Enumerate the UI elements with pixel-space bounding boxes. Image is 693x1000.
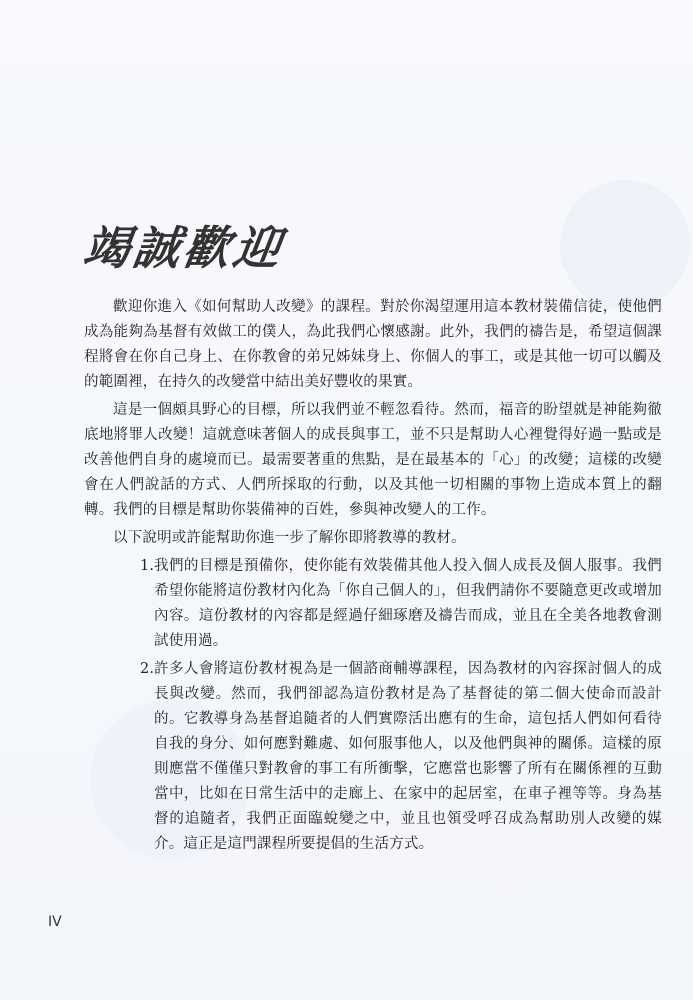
page-number: IV xyxy=(48,914,62,930)
list-item xyxy=(84,554,662,654)
paragraph: 這是一個頗具野心的目標，所以我們並不輕忽看待。然而，福音的盼望就是神能夠徹底地將罪人改變！這就意味著個人的成長與事工，並不只是幫助人心裡覺得好過一點或是改善他們自身的處境而已。最需要著重的焦點，是在最基本的「心」的改變；這樣的改變會在人們說話的方式、人們所採取的行動，以及其他一切相關的事物上造成本質上的翻轉。我們的目標是幫助你裝備神的百姓，參與神改變人的工作。 xyxy=(84,402,662,518)
body-text xyxy=(84,295,662,860)
list-number: 1. xyxy=(140,558,155,574)
paragraph: 歡迎你進入《如何幫助人改變》的課程。對於你渴望運用這本教材裝備信徒，使他們成為能夠為基督有效做工的僕人，為此我們心懷感謝。此外，我們的禱告是，希望這個課程將會在你自己身上、在你教會的弟兄姊妹身上、你個人的事工，或是其他一切可以觸及的範圍裡，在持久的改變當中結出美好豐收的果實。 xyxy=(84,299,662,390)
list-number: 2. xyxy=(140,661,155,677)
paragraph: 以下說明或許能幫助你進一步了解你即將教導的教材。 xyxy=(113,530,466,546)
numbered-list xyxy=(84,554,662,857)
background-watermark xyxy=(560,180,690,310)
list-text: 我們的目標是預備你，使你能有效裝備其他人投入個人成長及個人服事。我們希望你能將這份教材內化為「你自己個人的」，但我們請你不要隨意更改或增加內容。這份教材的內容都是經過仔細琢磨及禱告而成，並且在全美各地教會測試使用過。 xyxy=(154,558,662,649)
page-title: 竭誠歡迎 xyxy=(79,221,288,275)
list-item xyxy=(84,657,662,857)
list-text: 許多人會將這份教材視為是一個諮商輔導課程，因為教材的內容探討個人的成長與改變。然而，我們卻認為這份教材是為了基督徒的第二個大使命而設計的。它教導身為基督追隨者的人們實際活出應有的生命，這包括人們如何看待自我的身分、如何應對難處、如何服事他人，以及他們與神的關係。這樣的原則應當不僅僅只對教會的事工有所衝擊，它應當也影響了所有在關係裡的互動當中，比如在日常生活中的走廊上、在家中的起居室，在車子裡等等。身為基督的追隨者，我們正面臨蛻變之中，並且也領受呼召成為幫助別人改變的媒介。這正是這門課程所要提倡的生活方式。 xyxy=(154,661,662,852)
